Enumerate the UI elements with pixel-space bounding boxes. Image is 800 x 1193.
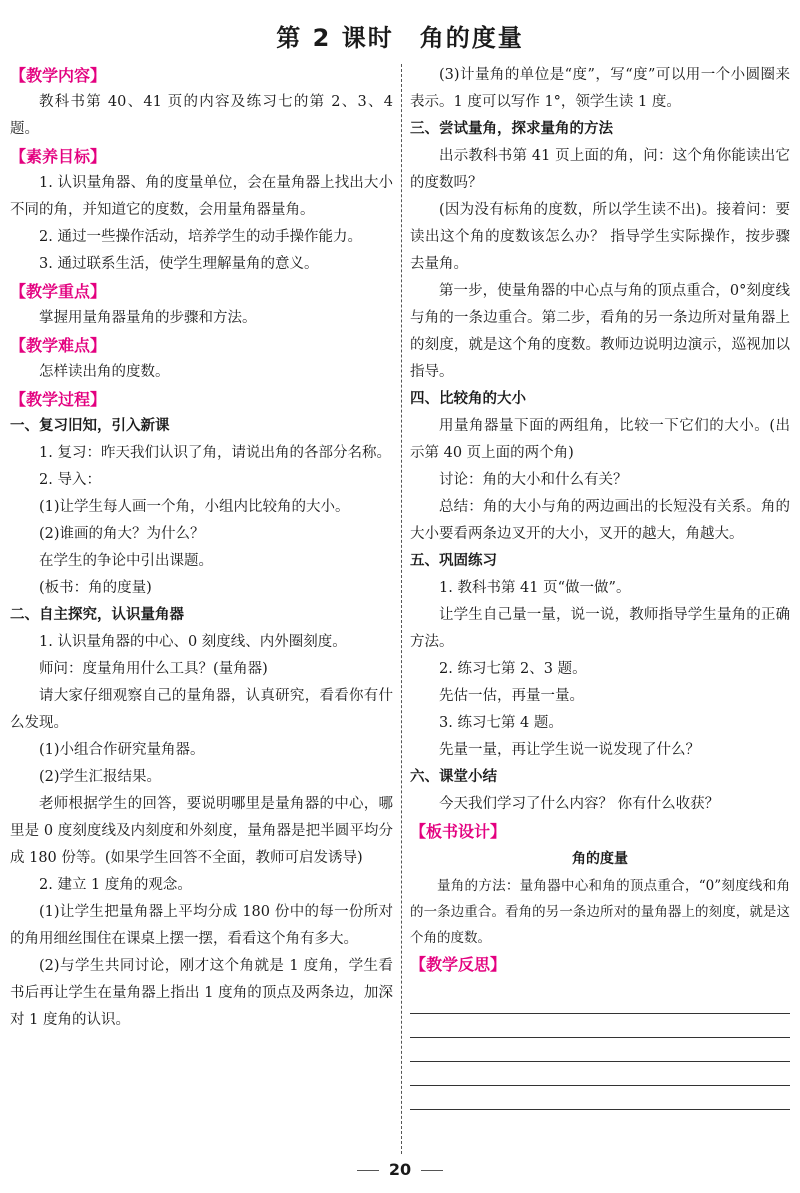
key-text: 掌握用量角器量角的步骤和方法。 <box>39 310 257 326</box>
right-column <box>410 62 790 1110</box>
paragraph: (1)小组合作研究量角器。 <box>39 742 205 758</box>
paragraph: 师问：度量角用什么工具？(量角器) <box>39 661 268 677</box>
paragraph: 用量角器量下面的两组角，比较一下它们的大小。(出示第 40 页上面的两个角) <box>410 418 790 461</box>
paragraph: 让学生自己量一量，说一说，教师指导学生量角的正确方法。 <box>410 607 790 650</box>
paragraph: (2)谁画的角大？为什么？ <box>39 526 205 542</box>
section-tag-process: 【教学过程】 <box>10 390 107 409</box>
section-heading: 四、比较角的大小 <box>410 391 526 407</box>
paragraph: 总结：角的大小与角的两边画出的长短没有关系。角的大小要看两条边叉开的大小，叉开的越大，角越大。 <box>410 499 790 542</box>
paragraph: 第一步，使量角器的中心点与角的顶点重合，0°刻度线与角的一条边重合。第二步，看角的另一条边所对量角器上的刻度，就是这个角的度数。教师边说明边演示，巡视加以指导。 <box>410 283 790 380</box>
goal-item: 1. 认识量角器、角的度量单位，会在量角器上找出大小不同的角，并知道它的度数，会用量角器量角。 <box>10 175 393 218</box>
paragraph: 1. 认识量角器的中心、0 刻度线、内外圈刻度。 <box>39 634 347 650</box>
section-heading: 三、尝试量角，探求量角的方法 <box>410 121 613 137</box>
paragraph: 2. 导入： <box>39 472 101 488</box>
section-tag-goals: 【素养目标】 <box>10 147 107 166</box>
section-tag-reflect: 【教学反思】 <box>410 955 507 974</box>
paragraph: (因为没有标角的度数，所以学生读不出)。接着问：要读出这个角的度数该怎么办？ 指导学生实际操作，按步骤去量角。 <box>410 202 790 272</box>
paragraph: 先量一量，再让学生说一说发现了什么？ <box>439 742 700 758</box>
section-heading: 六、课堂小结 <box>410 769 497 785</box>
reflection-lines <box>410 990 790 1110</box>
paragraph: (板书：角的度量) <box>39 580 152 596</box>
paragraph: (1)让学生每人画一个角，小组内比较角的大小。 <box>39 499 350 515</box>
page-footer <box>0 1160 800 1179</box>
paragraph: (2)学生汇报结果。 <box>39 769 162 785</box>
paragraph: 讨论：角的大小和什么有关？ <box>439 472 628 488</box>
paragraph: 3. 练习七第 4 题。 <box>439 715 563 731</box>
writing-line[interactable] <box>410 1062 790 1086</box>
writing-line[interactable] <box>410 1014 790 1038</box>
section-tag-content: 【教学内容】 <box>10 66 107 85</box>
paragraph: 今天我们学习了什么内容？ 你有什么收获？ <box>439 796 720 812</box>
section-heading: 五、巩固练习 <box>410 553 497 569</box>
paragraph: 出示教科书第 41 页上面的角，问：这个角你能读出它的度数吗？ <box>410 148 790 191</box>
section-tag-key: 【教学重点】 <box>10 282 107 301</box>
goal-item: 3. 通过联系生活，使学生理解量角的意义。 <box>39 256 319 272</box>
footer-dash <box>357 1170 379 1171</box>
paragraph: (1)让学生把量角器上平均分成 180 份中的每一份所对的角用细丝围住在课桌上摆一摆，看看这个角有多大。 <box>10 904 393 947</box>
paragraph: 老师根据学生的回答，要说明哪里是量角器的中心，哪里是 0 度刻度线及内刻度和外刻度，量角器是把半圆平均分成 180 份等。(如果学生回答不全面，教师可启发诱导) <box>10 796 393 866</box>
paragraph: 先估一估，再量一量。 <box>439 688 584 704</box>
section-tag-board: 【板书设计】 <box>410 822 507 841</box>
paragraph: (3)计量角的单位是“度”，写“度”可以用一个小圆圈来表示。1 度可以写作 1°，领学生读 1 度。 <box>410 67 790 110</box>
paragraph: 2. 练习七第 2、3 题。 <box>439 661 587 677</box>
paragraph: (2)与学生共同讨论，刚才这个角就是 1 度角，学生看书后再让学生在量角器上指出 1 度角的顶点及两条边，加深对 1 度角的认识。 <box>10 958 393 1028</box>
page-number: 20 <box>388 1160 412 1179</box>
paragraph: 请大家仔细观察自己的量角器，认真研究，看看你有什么发现。 <box>10 688 393 731</box>
paragraph: 2. 建立 1 度角的观念。 <box>39 877 192 893</box>
left-column <box>10 62 393 1034</box>
writing-line[interactable] <box>410 1038 790 1062</box>
writing-line[interactable] <box>410 990 790 1014</box>
section-heading: 一、复习旧知，引入新课 <box>10 418 170 434</box>
content-text: 教科书第 40、41 页的内容及练习七的第 2、3、4 题。 <box>10 94 393 137</box>
page-title: 第 2 课时 角的度量 <box>276 24 524 52</box>
board-title: 角的度量 <box>572 851 628 867</box>
column-divider <box>401 64 402 1154</box>
goal-item: 2. 通过一些操作活动，培养学生的动手操作能力。 <box>39 229 362 245</box>
section-heading: 二、自主探究，认识量角器 <box>10 607 184 623</box>
writing-line[interactable] <box>410 1086 790 1110</box>
paragraph: 1. 教科书第 41 页“做一做”。 <box>439 580 631 596</box>
board-text: 量角的方法：量角器中心和角的顶点重合，“0”刻度线和角的一条边重合。看角的另一条边所对的量角器上的刻度，就是这个角的度数。 <box>410 878 790 946</box>
footer-dash <box>421 1170 443 1171</box>
section-tag-difficulty: 【教学难点】 <box>10 336 107 355</box>
paragraph: 在学生的争论中引出课题。 <box>39 553 213 569</box>
paragraph: 1. 复习：昨天我们认识了角，请说出角的各部分名称。 <box>39 445 391 461</box>
difficulty-text: 怎样读出角的度数。 <box>39 364 170 380</box>
